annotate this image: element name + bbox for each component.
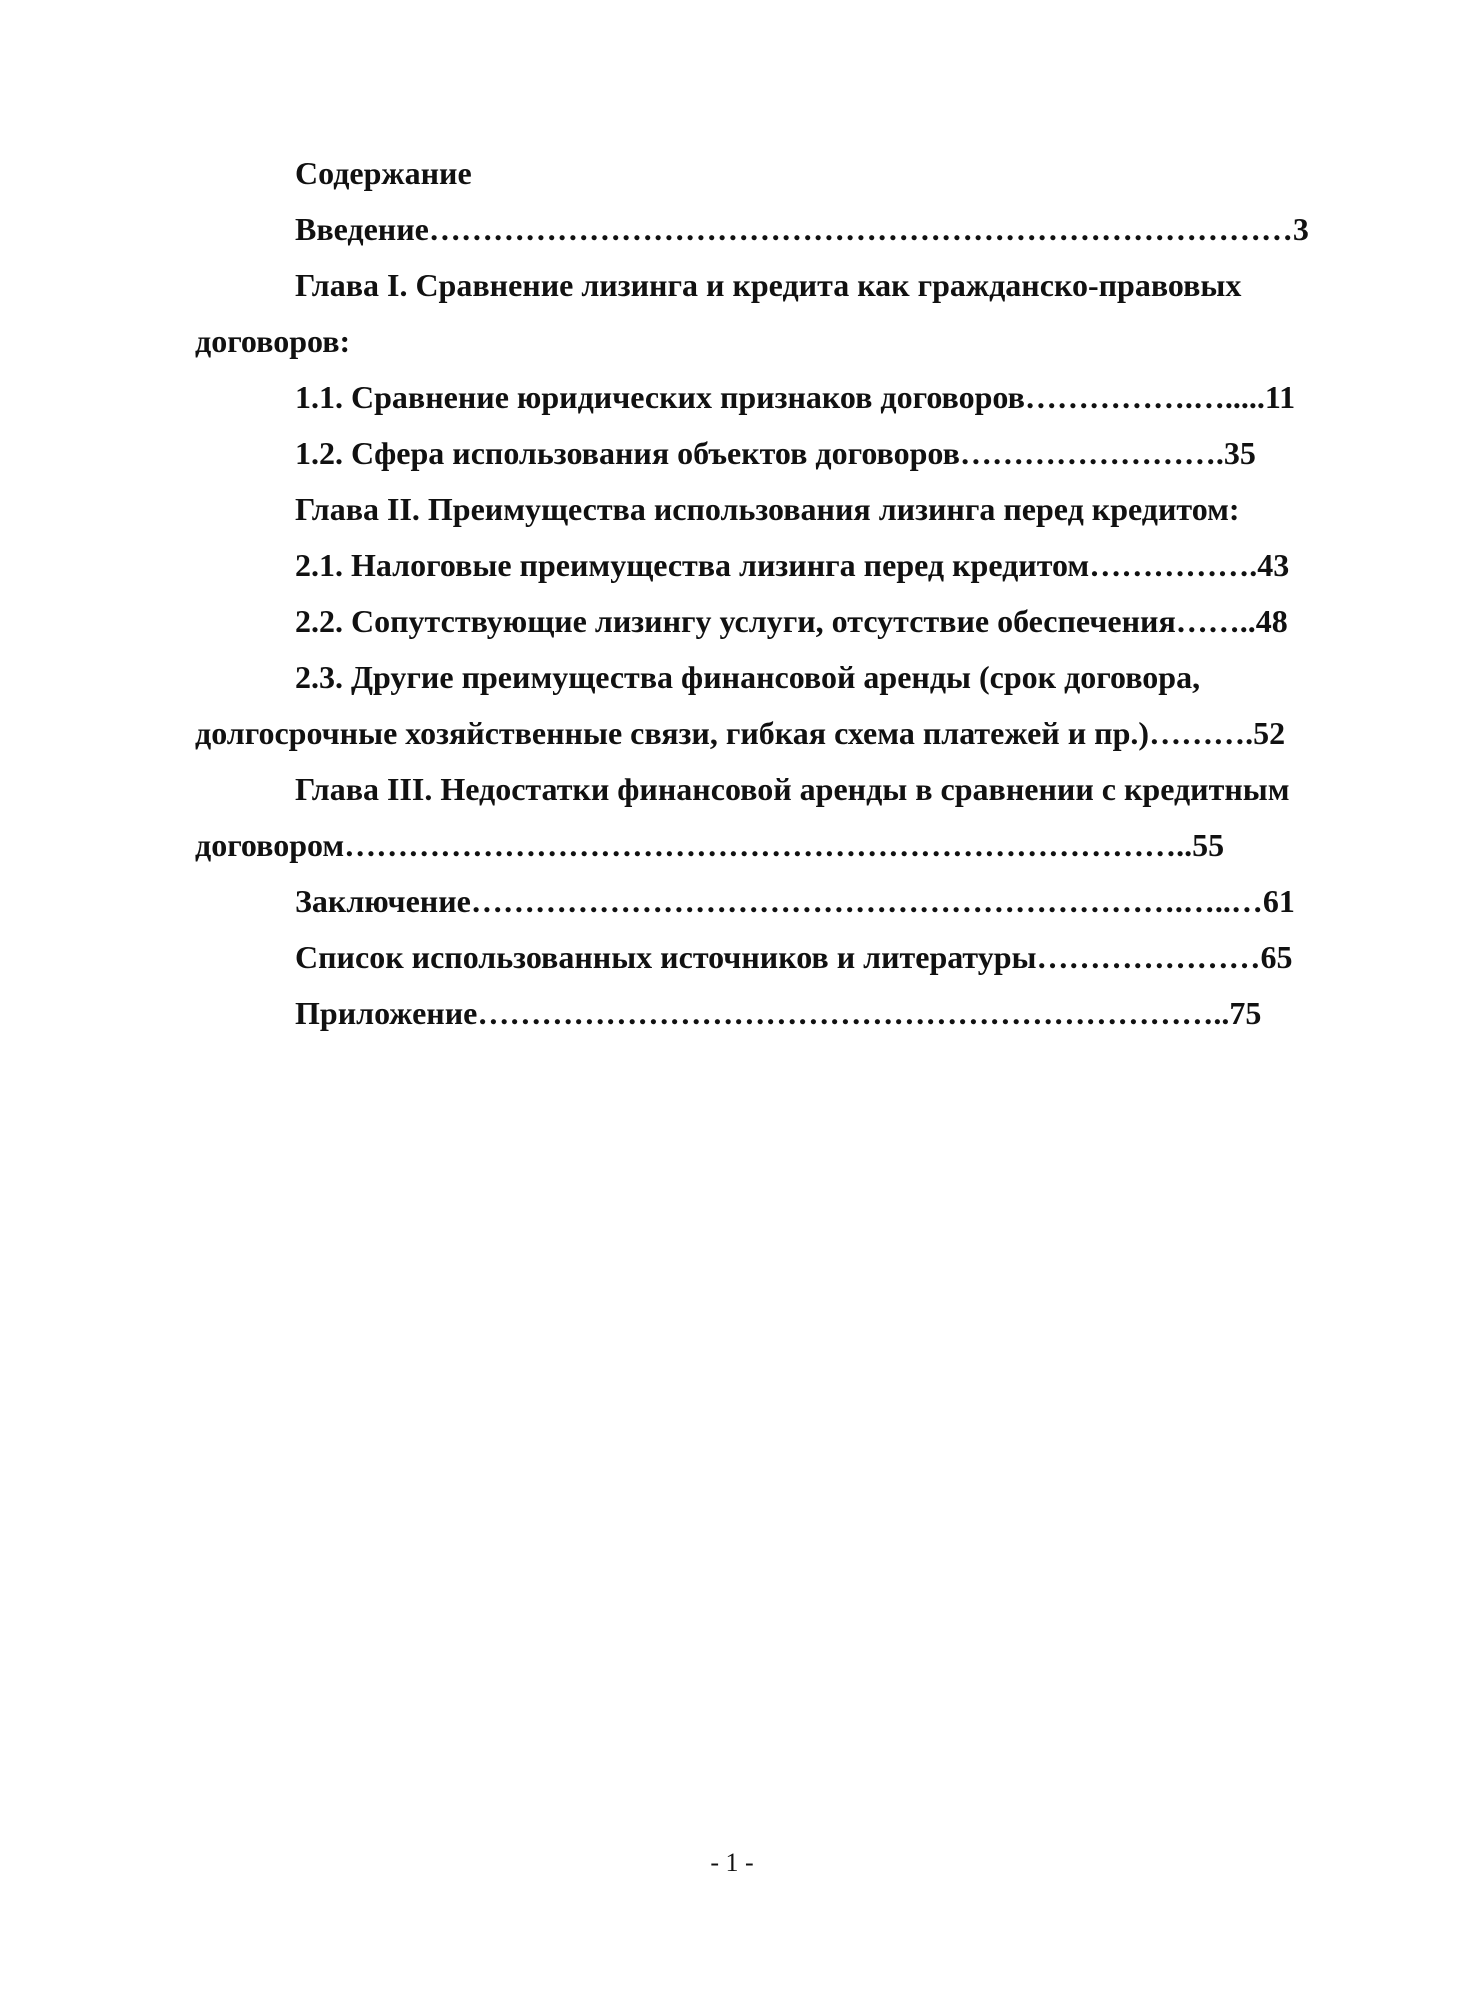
toc-entry-section-1-1: 1.1. Сравнение юридических признаков договоров…………….….....11 xyxy=(295,379,1296,415)
toc-entry-section-2-3-continued: долгосрочные хозяйственные связи, гибкая схема платежей и пр.)……….52 xyxy=(195,715,1286,751)
toc-entry-section-2-2: 2.2. Сопутствующие лизингу услуги, отсутствие обеспечения……..48 xyxy=(295,603,1288,639)
toc-entry-appendix: Приложение……………………………………………………………..75 xyxy=(295,995,1262,1031)
toc-entry-chapter-1-continued: договоров: xyxy=(195,323,351,359)
toc-entry-chapter-2: Глава II. Преимущества использования лизинга перед кредитом: xyxy=(295,491,1240,527)
toc-entry-chapter-1: Глава I. Сравнение лизинга и кредита как гражданско-правовых xyxy=(295,267,1242,303)
toc-title: Содержание xyxy=(295,155,472,191)
toc-entry-references: Список использованных источников и литературы…………………65 xyxy=(295,939,1293,975)
toc-entry-section-2-3: 2.3. Другие преимущества финансовой аренды (срок договора, xyxy=(295,659,1201,695)
toc-entry-section-2-1: 2.1. Налоговые преимущества лизинга перед кредитом…………….43 xyxy=(295,547,1290,583)
page-number: - 1 - xyxy=(710,1848,754,1877)
toc-entry-introduction: Введение………………………………………………………………………3 xyxy=(295,211,1309,247)
toc-entry-chapter-3: Глава III. Недостатки финансовой аренды в сравнении с кредитным xyxy=(295,771,1290,807)
toc-entry-section-1-2: 1.2. Сфера использования объектов договоров…………………….35 xyxy=(295,435,1256,471)
table-of-contents xyxy=(195,145,1315,1041)
toc-entry-chapter-3-continued: договором……………………………………………………………………..55 xyxy=(195,827,1225,863)
toc-entry-conclusion: Заключение………………………………………………………….…..…61 xyxy=(295,883,1295,919)
